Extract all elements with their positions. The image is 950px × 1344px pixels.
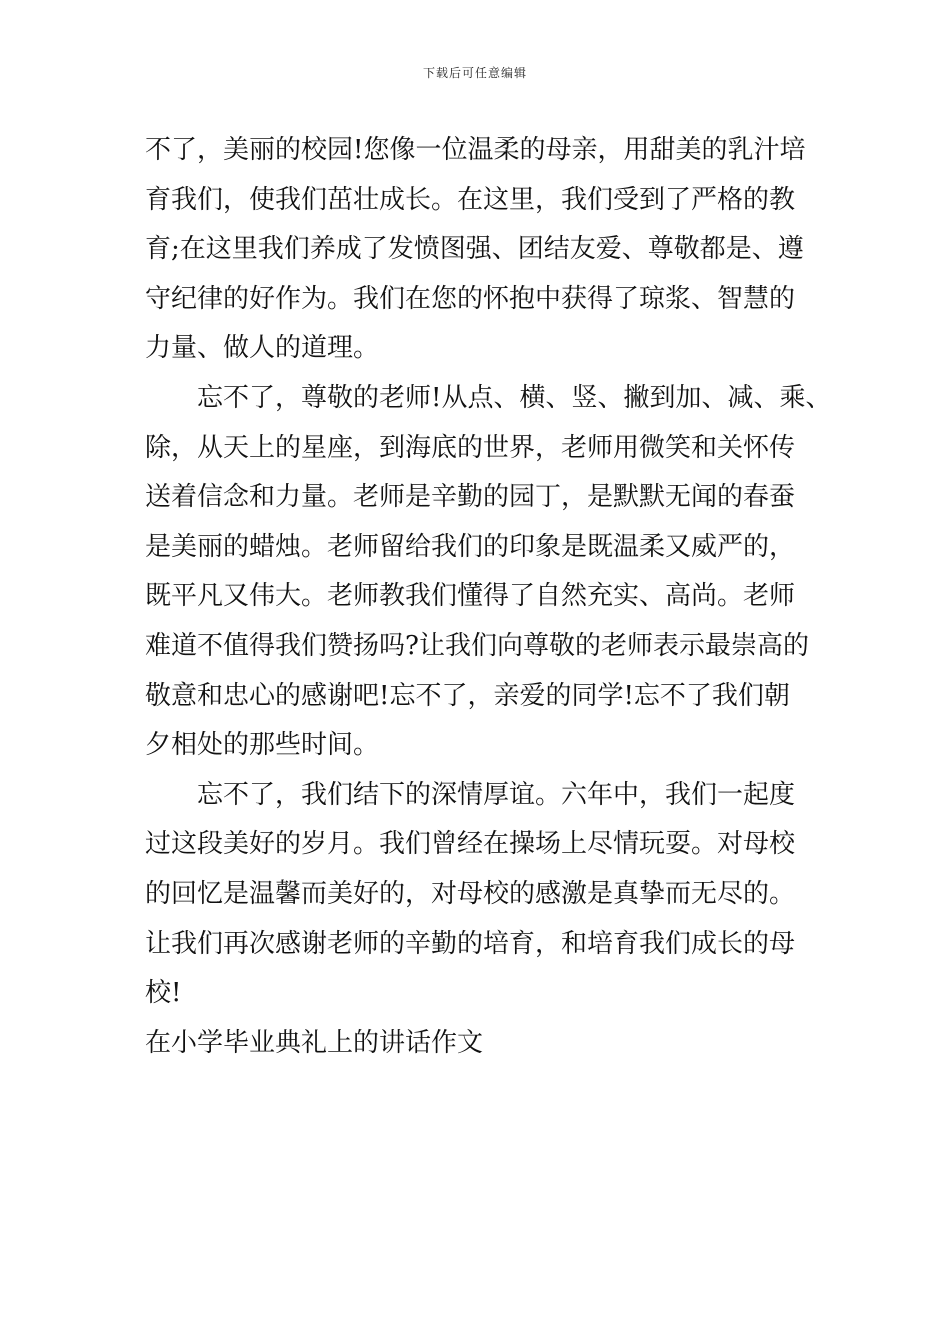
text-line-2: 育我们，使我们茁壮成长。在这里，我们受到了严格的教 bbox=[145, 184, 796, 215]
text-line-10: 既平凡又伟大。老师教我们懂得了自然充实、高尚。老师 bbox=[145, 581, 796, 612]
text-line-14: 忘不了，我们结下的深情厚谊。六年中，我们一起度 bbox=[197, 779, 796, 810]
text-line-1: 不了，美丽的校园!您像一位温柔的母亲，用甜美的乳汁培 bbox=[145, 135, 806, 165]
text-line-6: 忘不了，尊敬的老师!从点、横、竖、撇到加、减、乘、 bbox=[197, 382, 832, 413]
text-line-18: 校! bbox=[145, 978, 182, 1009]
text-line-17: 让我们再次感谢老师的辛勤的培育，和培育我们成长的母 bbox=[145, 928, 796, 959]
text-line-8: 送着信念和力量。老师是辛勤的园丁，是默默无闻的春蚕 bbox=[145, 482, 796, 513]
text-line-11: 难道不值得我们赞扬吗?让我们向尊敬的老师表示最崇高的 bbox=[145, 630, 809, 661]
page-header: 下载后可任意编辑 bbox=[422, 66, 527, 80]
text-line-3: 育;在这里我们养成了发愤图强、团结友爱、尊敬都是、遵 bbox=[145, 234, 804, 265]
text-line-12: 敬意和忠心的感谢吧!忘不了，亲爱的同学!忘不了我们朝 bbox=[145, 680, 790, 711]
text-line-15: 过这段美好的岁月。我们曾经在操场上尽情玩耍。对母校 bbox=[145, 829, 796, 860]
text-line-4: 守纪律的好作为。我们在您的怀抱中获得了琼浆、智慧的 bbox=[145, 283, 796, 314]
document-title-line: 在小学毕业典礼上的讲话作文 bbox=[145, 1027, 484, 1058]
document-body bbox=[145, 126, 832, 1068]
text-line-9: 是美丽的蜡烛。老师留给我们的印象是既温柔又威严的， bbox=[145, 531, 796, 562]
text-line-5: 力量、做人的道理。 bbox=[145, 333, 380, 364]
text-line-16: 的回忆是温馨而美好的，对母校的感激是真挚而无尽的。 bbox=[145, 878, 796, 909]
text-line-13: 夕相处的那些时间。 bbox=[145, 730, 380, 761]
text-line-7: 除，从天上的星座，到海底的世界，老师用微笑和关怀传 bbox=[145, 432, 796, 463]
